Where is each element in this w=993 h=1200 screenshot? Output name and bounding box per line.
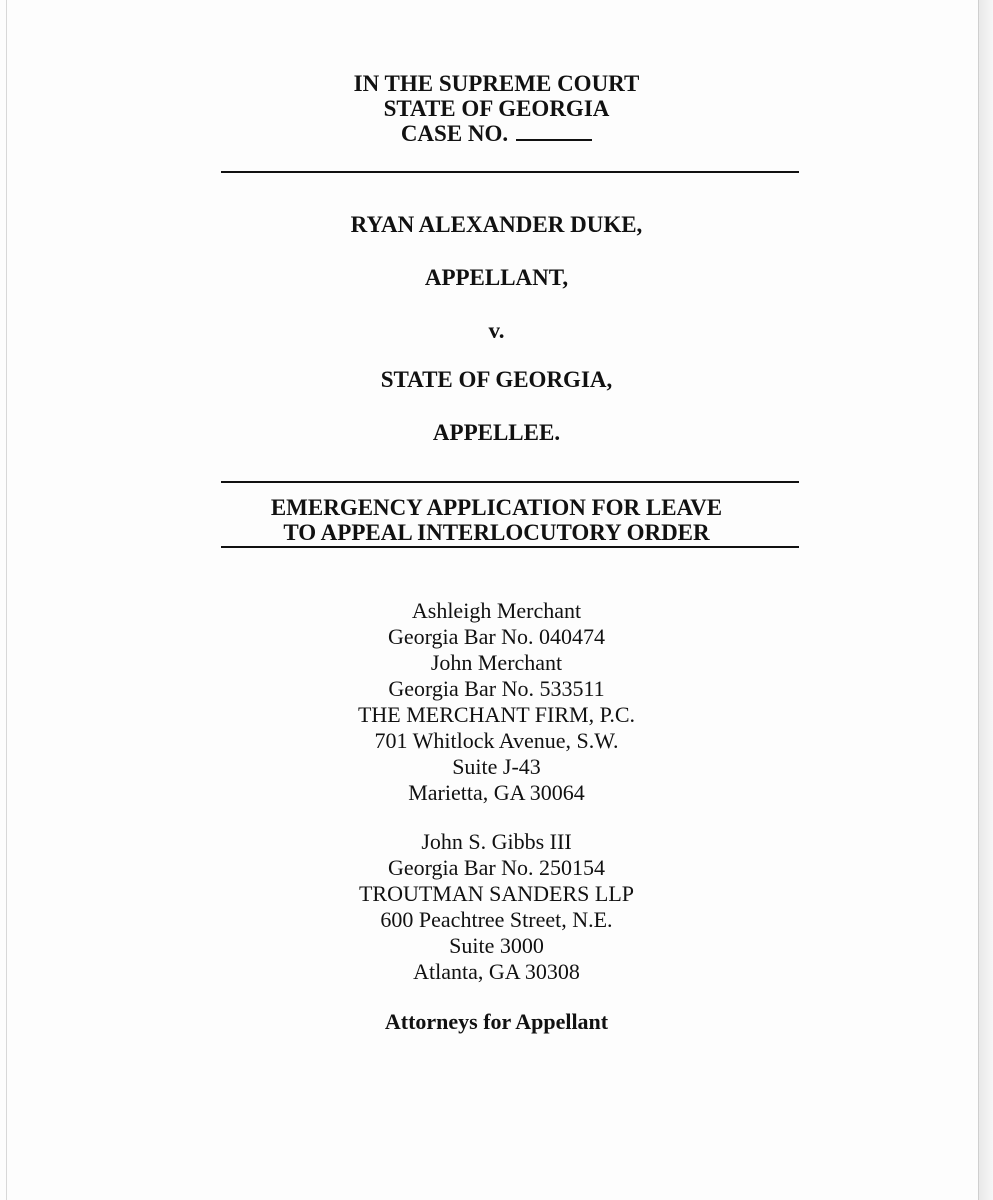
attorneys-label: Attorneys for Appellant <box>384 1009 609 1034</box>
appellee-role: APPELLEE. <box>432 420 561 445</box>
caption-divider-top <box>221 171 799 173</box>
case-number-label: CASE NO. <box>400 121 509 146</box>
case-number-blank <box>516 138 592 141</box>
appellant-role: APPELLANT, <box>424 265 569 290</box>
counsel-line: Ashleigh Merchant <box>411 598 582 623</box>
counsel-line: Suite J-43 <box>452 754 541 779</box>
title-divider-bottom <box>221 546 799 548</box>
counsel-line: Suite 3000 <box>449 933 544 958</box>
counsel-line: Georgia Bar No. 533511 <box>388 676 605 701</box>
court-name: IN THE SUPREME COURT <box>353 71 640 96</box>
case-number <box>0 122 993 145</box>
appellee-name: STATE OF GEORGIA, <box>380 367 613 392</box>
counsel-line: 600 Peachtree Street, N.E. <box>380 907 613 932</box>
counsel-line: Georgia Bar No. 250154 <box>387 855 606 880</box>
counsel-line: John S. Gibbs III <box>421 829 572 854</box>
counsel-line: 701 Whitlock Avenue, S.W. <box>374 728 619 753</box>
versus-label: v. <box>488 318 505 343</box>
court-state: STATE OF GEORGIA <box>383 96 610 121</box>
title-divider-top <box>221 481 799 483</box>
counsel-line: TROUTMAN SANDERS LLP <box>358 881 635 906</box>
counsel-line: Marietta, GA 30064 <box>408 780 585 805</box>
filing-title-line1: EMERGENCY APPLICATION FOR LEAVE <box>270 495 723 520</box>
counsel-line: Georgia Bar No. 040474 <box>387 624 606 649</box>
filing-title-line2: TO APPEAL INTERLOCUTORY ORDER <box>283 520 710 545</box>
counsel-line: John Merchant <box>430 650 563 675</box>
counsel-line: Atlanta, GA 30308 <box>413 959 580 984</box>
appellant-name: RYAN ALEXANDER DUKE, <box>350 212 643 237</box>
counsel-line: THE MERCHANT FIRM, P.C. <box>357 702 636 727</box>
